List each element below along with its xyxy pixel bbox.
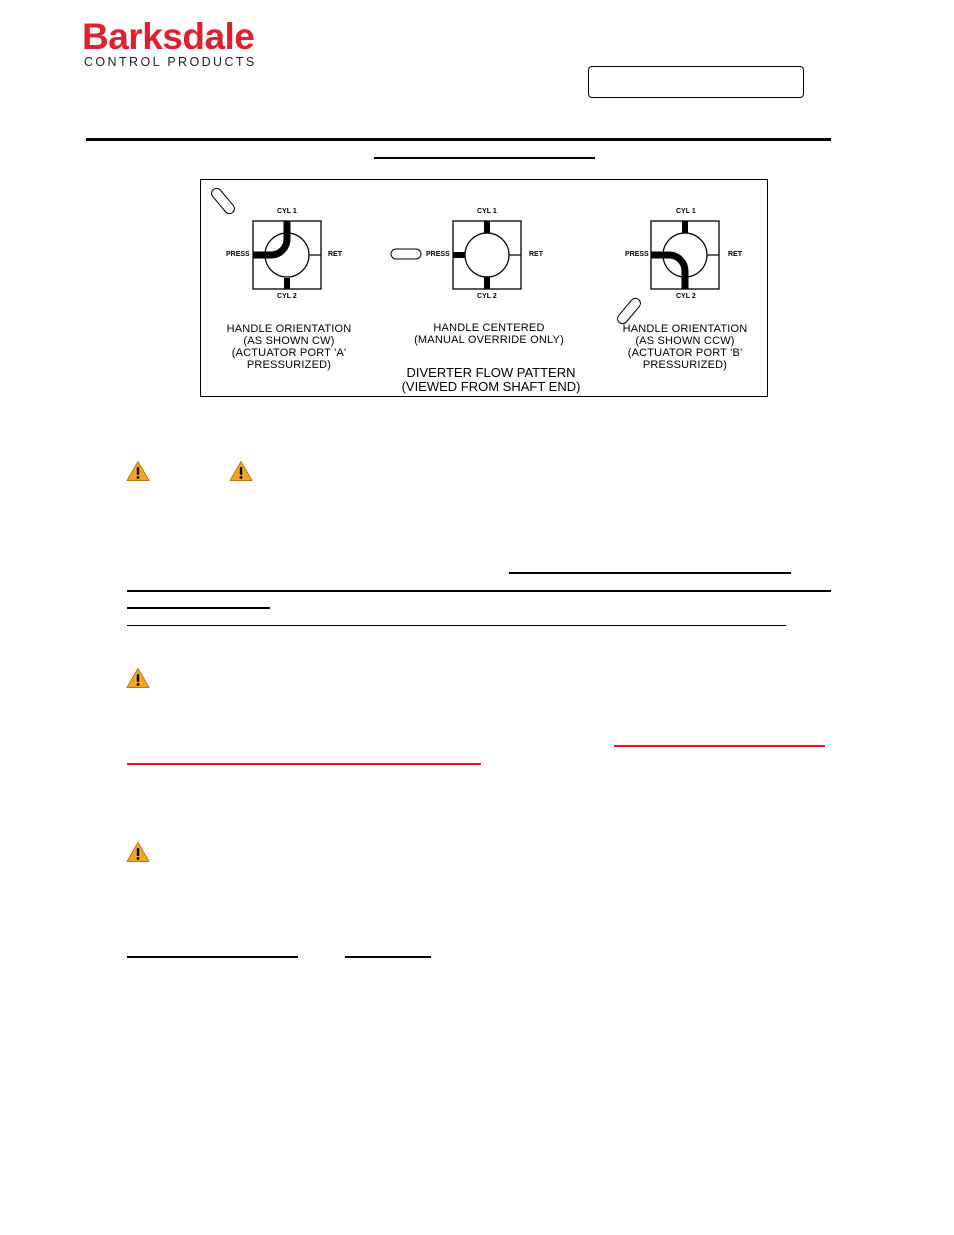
warning-icon <box>126 841 150 863</box>
valve-ccw <box>616 221 719 326</box>
valve-ccw-caption <box>603 323 767 371</box>
label-press: PRESS <box>426 251 450 258</box>
valve-centered-caption <box>397 322 581 346</box>
caption-line: PRESSURIZED) <box>642 359 728 371</box>
text-underline <box>127 956 298 958</box>
text-underline <box>509 572 791 574</box>
red-text-underline <box>614 745 825 747</box>
label-ret: RET <box>728 251 742 258</box>
caption-line: (AS SHOWN CW) <box>243 335 335 347</box>
caption-line: (AS SHOWN CCW) <box>635 335 735 347</box>
label-cyl1: CYL 1 <box>277 208 297 215</box>
section-heading-underline <box>374 157 595 159</box>
diagram-title-line: DIVERTER FLOW PATTERN <box>406 365 576 380</box>
diagram-title <box>381 366 601 394</box>
warning-icon <box>229 460 253 482</box>
label-press: PRESS <box>226 251 250 258</box>
caption-line: (ACTUATOR PORT 'B' <box>627 347 743 359</box>
brand-subtitle: CONTROL PRODUCTS <box>84 55 257 69</box>
caption-line: HANDLE ORIENTATION <box>622 323 748 335</box>
diverter-flow-diagram <box>200 179 768 397</box>
caption-line: HANDLE ORIENTATION <box>226 323 352 335</box>
label-cyl2: CYL 2 <box>477 293 497 300</box>
text-underline <box>345 956 431 958</box>
caption-line: (ACTUATOR PORT 'A' <box>231 347 347 359</box>
text-underline <box>127 590 831 592</box>
label-ret: RET <box>328 251 342 258</box>
red-text-underline <box>127 763 481 765</box>
valve-centered <box>391 221 521 289</box>
caption-line: HANDLE CENTERED <box>433 322 545 334</box>
warning-icon <box>126 460 150 482</box>
brand-logo: Barksdale <box>82 16 255 57</box>
valve-cw <box>210 186 321 289</box>
label-press: PRESS <box>625 251 649 258</box>
document-number-box <box>588 66 804 98</box>
label-cyl2: CYL 2 <box>676 293 696 300</box>
text-underline <box>127 625 786 626</box>
text-underline <box>127 607 270 609</box>
label-cyl2: CYL 2 <box>277 293 297 300</box>
label-ret: RET <box>529 251 543 258</box>
label-cyl1: CYL 1 <box>477 208 497 215</box>
valve-cw-caption <box>207 323 371 371</box>
caption-line: (MANUAL OVERRIDE ONLY) <box>414 334 564 346</box>
header-divider <box>86 138 831 141</box>
diagram-title-line: (VIEWED FROM SHAFT END) <box>401 379 581 394</box>
label-cyl1: CYL 1 <box>676 208 696 215</box>
warning-icon <box>126 667 150 689</box>
caption-line: PRESSURIZED) <box>246 359 332 371</box>
